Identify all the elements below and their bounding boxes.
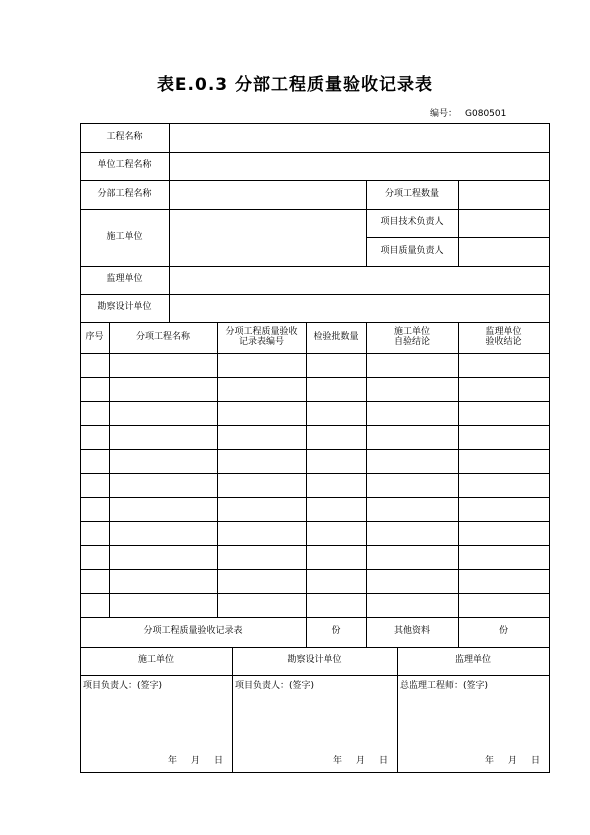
table-row [80,593,549,617]
project-name-value [169,123,549,152]
header-seq: 序号 [85,331,104,342]
table-row [80,497,549,521]
signoff-header-supervision: 监理单位 [454,655,491,666]
date-year: 年 [333,756,343,766]
grid-line-v [306,322,307,618]
label-division-project-name: 分部工程名称 [97,188,152,199]
date-day: 日 [214,756,224,766]
label-tech-leader: 项目技术负责人 [380,217,444,228]
date-year: 年 [168,756,178,766]
label-project-name: 工程名称 [106,131,143,142]
table-row [80,521,549,545]
subitem-count-value [458,180,549,209]
label-unit-project-name: 单位工程名称 [97,160,152,171]
summary-other-label: 其他资料 [393,626,430,637]
summary-unit-2: 份 [498,626,508,637]
signer-construction: 项目负责人：(签字) [83,681,163,692]
table-row [80,449,549,473]
signoff-date [485,753,540,766]
header-subitem-name: 分项工程名称 [135,331,190,342]
signer-survey-design: 项目负责人：(签字) [235,681,315,692]
date-month: 月 [191,756,201,766]
signoff-date [333,753,388,766]
signoff-header-construction: 施工单位 [137,655,174,666]
header-record-number: 分项工程质量验收 记录表编号 [225,327,298,347]
construction-unit-value [169,209,366,266]
date-month: 月 [508,756,518,766]
label-subitem-count: 分项工程数量 [384,188,439,199]
survey-design-unit-value [169,294,549,322]
date-day: 日 [379,756,389,766]
label-survey-design-unit: 勘察设计单位 [97,302,152,313]
quality-leader-value [458,237,549,266]
grid-line-v [366,322,367,618]
label-construction-unit: 施工单位 [106,231,143,242]
label-quality-leader: 项目质量负责人 [380,245,444,256]
header-self-check: 施工单位 自验结论 [393,327,430,347]
table-row [80,569,549,593]
header-batch-count: 检验批数量 [313,331,359,342]
label-supervision-unit: 监理单位 [106,274,143,285]
summary-unit-1: 份 [331,626,341,637]
form-code [430,106,506,119]
header-supervision-conclusion: 监理单位 验收结论 [485,327,522,347]
tech-leader-value [458,209,549,237]
table-row [80,353,549,377]
table-row [80,377,549,401]
signoff-header-survey-design: 勘察设计单位 [287,655,342,666]
table-row [80,473,549,497]
code-label: 编号： [430,109,458,119]
table-row [80,545,549,569]
signer-supervision: 总监理工程师：(签字) [400,681,489,692]
grid-line-h [80,675,550,676]
date-day: 日 [531,756,541,766]
grid-line-v [217,322,218,618]
form-title: 表E.0.3 分部工程质量验收记录表 [156,75,434,95]
date-month: 月 [356,756,366,766]
date-year: 年 [485,756,495,766]
grid-line-v [109,322,110,618]
unit-project-name-value [169,152,549,180]
division-project-name-value [169,180,366,209]
code-value: G080501 [465,109,507,119]
supervision-unit-value [169,266,549,294]
grid-line-h [80,772,550,773]
signoff-date [168,753,223,766]
table-row [80,425,549,449]
grid-line-v [458,322,459,618]
table-row [80,401,549,425]
summary-records-label: 分项工程质量验收记录表 [143,626,243,637]
